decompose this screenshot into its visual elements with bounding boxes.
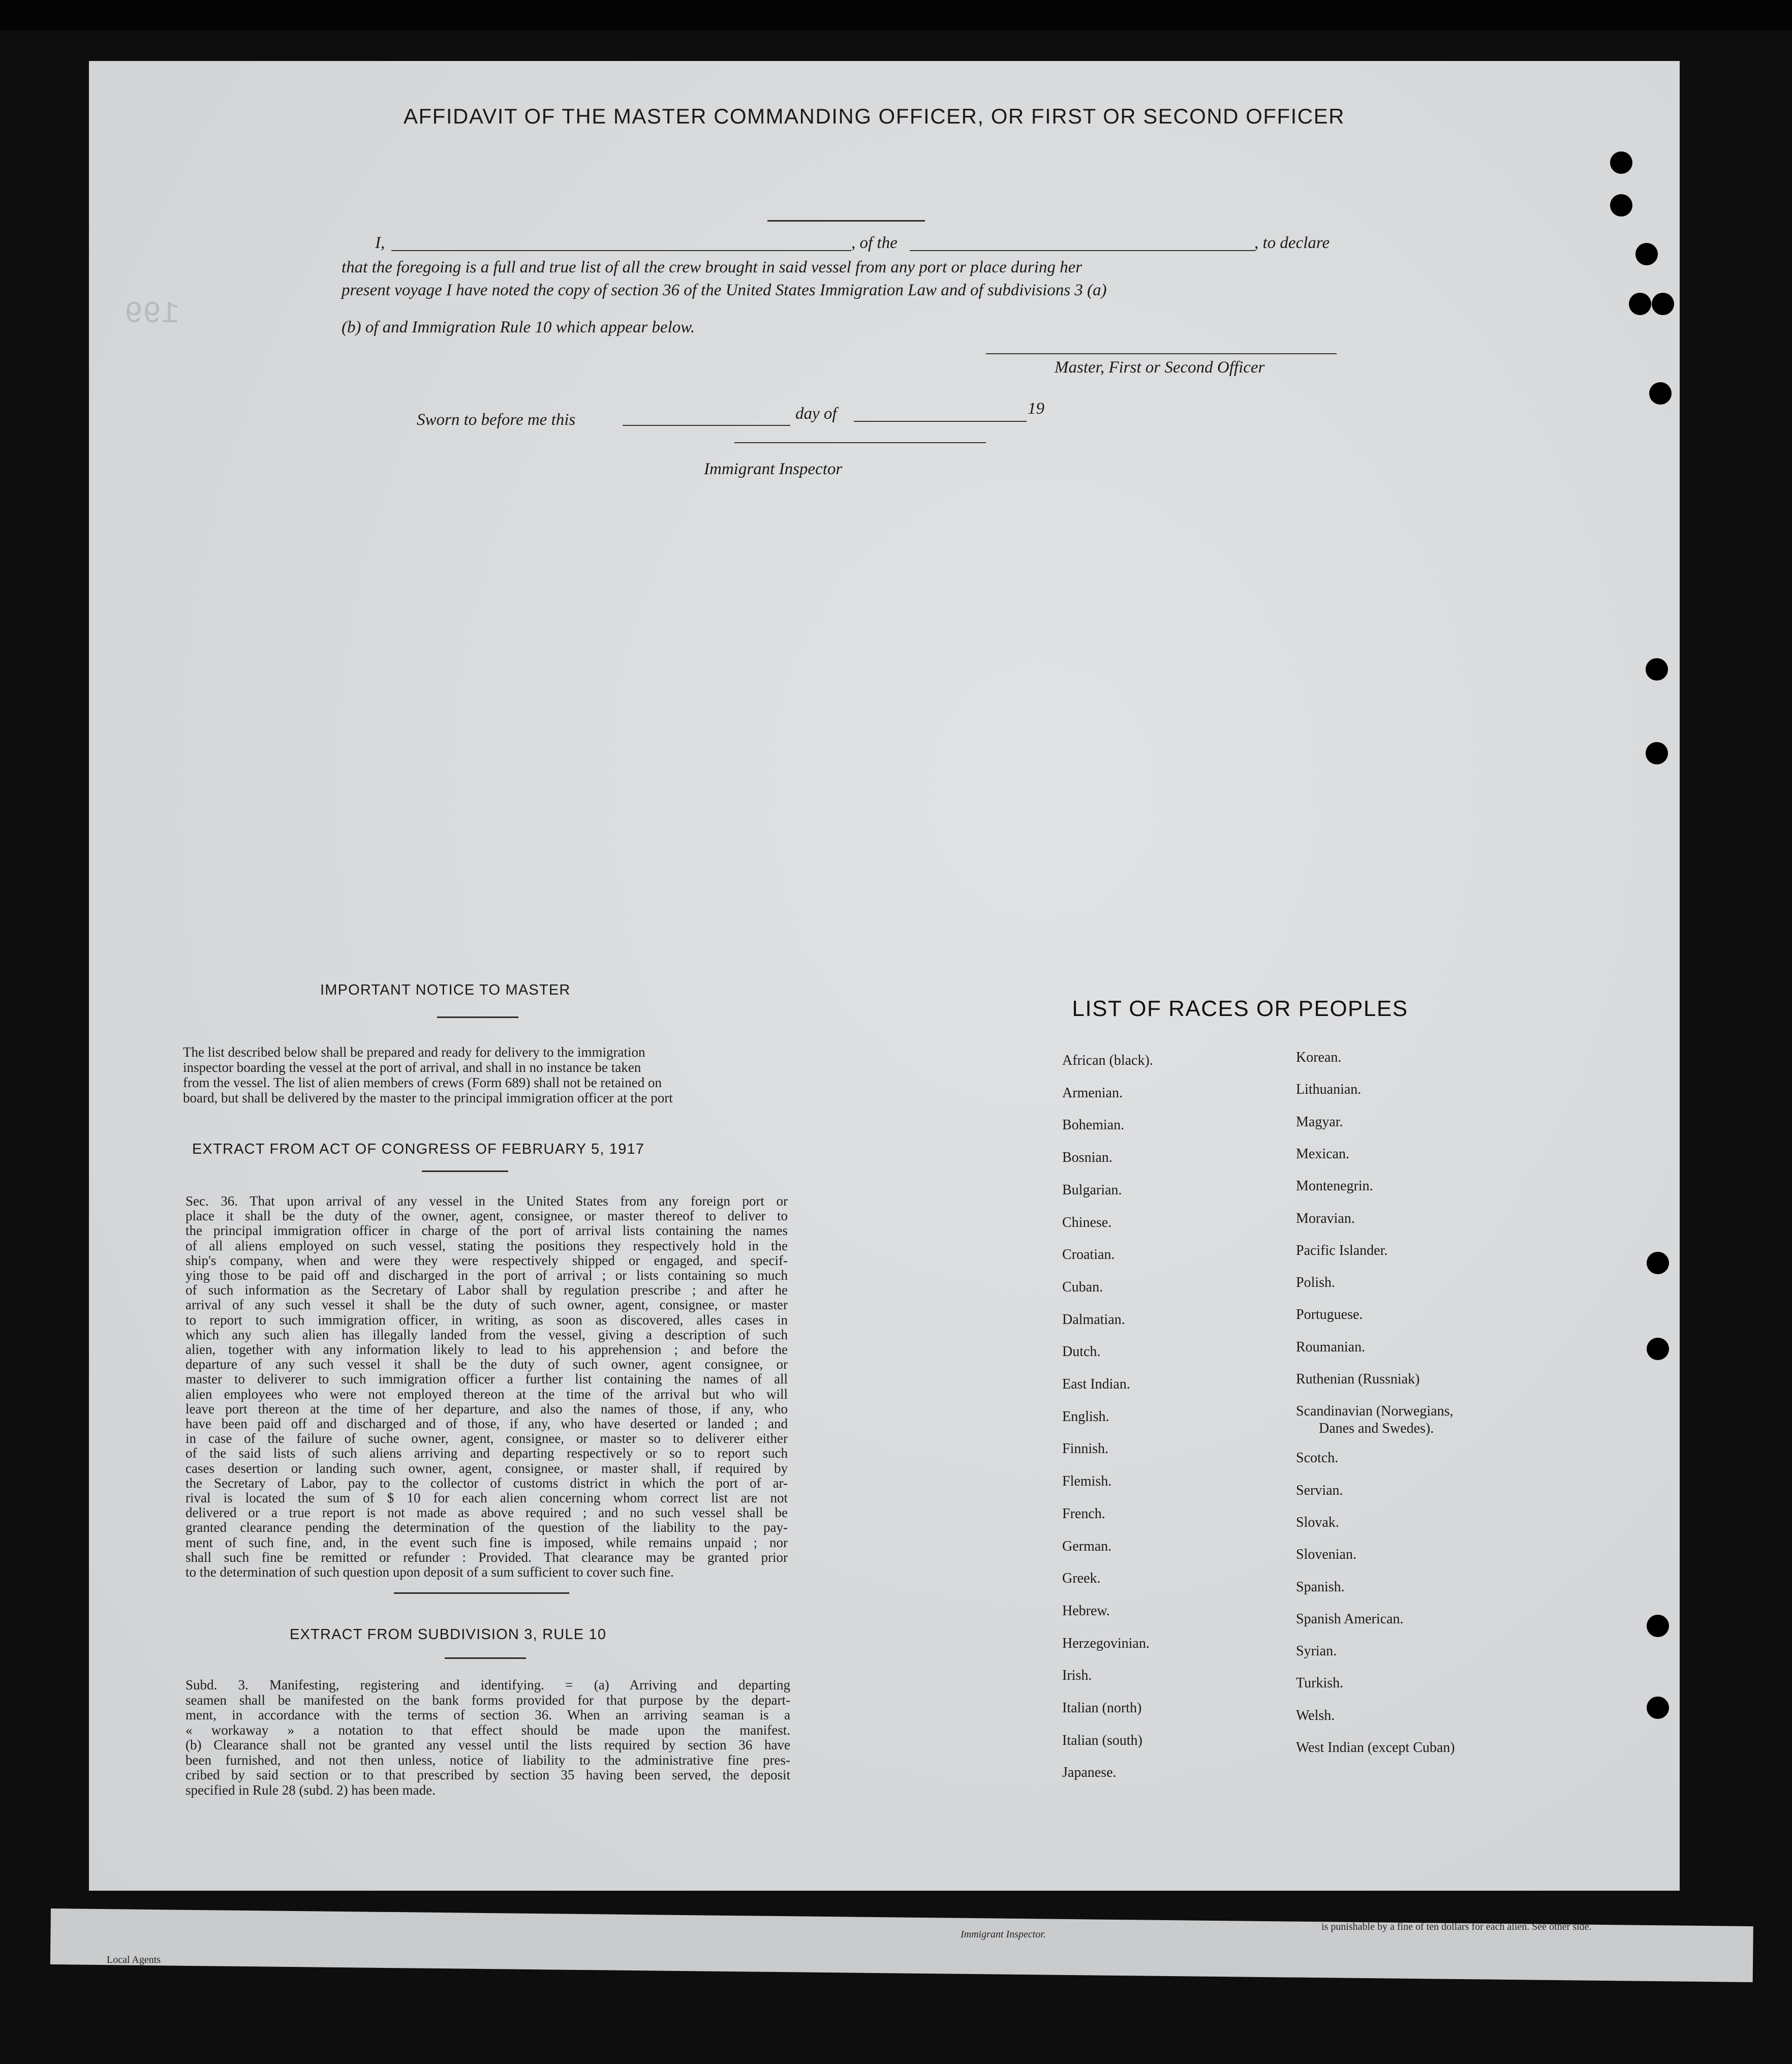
affidavit-line-3: present voyage I have noted the copy of section 36 of the United States Immigration Law and of subdivisions 3 (a) — [342, 281, 1107, 299]
punch-hole — [1635, 243, 1658, 265]
act-extract-title: EXTRACT FROM ACT OF CONGRESS OF FEBRUARY 5, 1917 — [192, 1141, 645, 1157]
act-extract-line: delivered or a true report is not made as above required ; and no such vessel shall be — [186, 1505, 788, 1521]
act-extract-line: shall such fine be remitted or refunder : Provided. That clearance may be granted prior — [186, 1549, 788, 1565]
bleed-bottom-center: Immigrant Inspector. — [961, 1929, 1046, 1940]
affidavit-line-2: that the foregoing is a full and true list of all the crew brought in said vessel from any port or place during her — [342, 258, 1083, 276]
race-item: Korean. — [1296, 1050, 1342, 1065]
act-extract-line: ying those to be paid off and discharged in the port of arrival ; or lists containing so much — [186, 1268, 788, 1283]
act-extract-line: the Secretary of Labor, pay to the collector of customs district in which the port of ar- — [186, 1475, 788, 1491]
race-item: West Indian (except Cuban) — [1296, 1740, 1455, 1755]
race-item: Dutch. — [1062, 1344, 1101, 1360]
race-item: Hebrew. — [1062, 1603, 1110, 1619]
notice-line: The list described below shall be prepared and ready for delivery to the immigration — [183, 1044, 645, 1060]
rule-extract-line: been furnished, and not then unless, notice of liability to the administrative fine pres- — [186, 1752, 790, 1768]
sworn-prefix: Sworn to before me this — [417, 411, 576, 429]
punch-hole — [1610, 151, 1632, 174]
race-item: Italian (south) — [1062, 1732, 1142, 1748]
act-extract-line: granted clearance pending the determination of the question of the liability to the pay- — [186, 1520, 788, 1535]
punch-hole — [1649, 382, 1672, 405]
punch-hole — [1647, 1338, 1669, 1360]
act-extract-line: leave port thereon at the time of her departure, and also the names of those, if any, who — [186, 1401, 788, 1416]
signature-label: Master, First or Second Officer — [1055, 358, 1265, 377]
race-item: Danes and Swedes). — [1319, 1421, 1434, 1437]
bleed-bottom-right: is punishable by a fine of ten dollars for each alien. See other side. — [1321, 1921, 1592, 1932]
act-extract-line: which any such alien has illegally landed from the vessel, giving a description of such — [186, 1327, 788, 1342]
affidavit-title: AFFIDAVIT OF THE MASTER COMMANDING OFFICER, OR FIRST OR SECOND OFFICER — [404, 104, 1345, 128]
affidavit-of-the: , of the — [851, 234, 898, 252]
race-item: French. — [1062, 1505, 1105, 1522]
race-item: African (black). — [1062, 1053, 1153, 1068]
act-extract-line: of the said lists of such aliens arriving and departing respectively or so to report such — [186, 1445, 788, 1461]
race-item: Scandinavian (Norwegians, — [1296, 1403, 1454, 1420]
punch-hole — [1629, 293, 1651, 315]
sworn-year: 19 — [1028, 399, 1044, 418]
punch-hole — [1610, 194, 1632, 217]
affidavit-i: I, — [375, 234, 385, 252]
underlying-page-strip — [50, 1908, 1753, 1982]
race-item: English. — [1062, 1408, 1109, 1425]
rule-extract-title: EXTRACT FROM SUBDIVISION 3, RULE 10 — [290, 1626, 607, 1643]
notice-title: IMPORTANT NOTICE TO MASTER — [320, 982, 571, 998]
race-item: Bosnian. — [1062, 1150, 1113, 1166]
race-item: Roumanian. — [1296, 1339, 1366, 1355]
rule-extract-line: seamen shall be manifested on the bank forms provided for that purpose by the depart- — [186, 1692, 790, 1708]
act-extract-line: of all aliens employed on such vessel, stating the positions they respectively hold in the — [186, 1238, 788, 1253]
race-item: Mexican. — [1296, 1146, 1349, 1162]
race-item: Chinese. — [1062, 1214, 1112, 1230]
signature-blank[interactable] — [986, 353, 1337, 354]
race-item: Herzegovinian. — [1062, 1635, 1150, 1651]
act-extract-line: master to deliverer to such immigration officer a further list containing the names of all — [186, 1371, 788, 1387]
race-item: Armenian. — [1062, 1085, 1123, 1101]
race-item: Welsh. — [1296, 1707, 1335, 1723]
race-item: Montenegrin. — [1296, 1178, 1373, 1194]
punch-hole — [1652, 293, 1674, 315]
race-item: Moravian. — [1296, 1210, 1355, 1226]
notice-rule — [437, 1016, 518, 1018]
race-item: Ruthenian (Russniak) — [1296, 1371, 1420, 1387]
affidavit-title-rule — [767, 220, 925, 222]
punch-hole — [1646, 742, 1668, 764]
rule-extract-line: Subd. 3. Manifesting, registering and identifying. = (a) Arriving and departing — [186, 1677, 790, 1692]
race-item: Polish. — [1296, 1275, 1336, 1291]
act-extract-rule — [422, 1170, 508, 1172]
race-item: Flemish. — [1062, 1473, 1112, 1490]
race-item: Italian (north) — [1062, 1700, 1142, 1716]
act-extract-line: departure of any such vessel it shall be the duty of such owner, agent consignee, or — [186, 1357, 788, 1372]
race-item: Spanish American. — [1296, 1611, 1404, 1627]
race-item: East Indian. — [1062, 1376, 1130, 1392]
punch-hole — [1647, 1697, 1669, 1719]
race-item: Irish. — [1062, 1668, 1092, 1684]
act-extract-line: arrival of any such vessel it shall be the duty of such owner, agent, consignee, or master — [186, 1297, 788, 1313]
race-item: Servian. — [1296, 1482, 1343, 1498]
bleed-page-number: 199 — [125, 297, 180, 332]
race-item: Japanese. — [1062, 1765, 1117, 1781]
race-item: Croatian. — [1062, 1247, 1115, 1263]
sworn-day-of: day of — [795, 405, 837, 423]
inspector-label: Immigrant Inspector — [704, 460, 843, 478]
race-item: Slovak. — [1296, 1514, 1339, 1530]
act-extract-line: in case of the failure of suche owner, agent, consignee, or master so to deliverer either — [186, 1431, 788, 1446]
notice-line: board, but shall be delivered by the master to the principal immigration officer at the port — [183, 1090, 673, 1105]
notice-line: inspector boarding the vessel at the port of arrival, and shall in no instance be taken — [183, 1060, 641, 1075]
act-extract-line: the principal immigration officer in charge of the port of arrival lists containing the names — [186, 1223, 788, 1239]
rule-extract-line: ment, in accordance with the terms of section 36. When an arriving seaman is a — [186, 1707, 790, 1722]
race-item: Turkish. — [1296, 1675, 1344, 1691]
race-item: Dalmatian. — [1062, 1311, 1125, 1328]
punch-hole — [1647, 1615, 1669, 1637]
race-item: Syrian. — [1296, 1643, 1337, 1659]
bleed-bottom-left: Local Agents — [107, 1954, 161, 1965]
race-item: German. — [1062, 1538, 1112, 1554]
race-item: Pacific Islander. — [1296, 1242, 1388, 1258]
rule-extract-line: specified in Rule 28 (subd. 2) has been made. — [186, 1782, 436, 1798]
act-extract-line: to the determination of such question upon deposit of a sum sufficient to cover such fine. — [186, 1564, 674, 1580]
race-item: Magyar. — [1296, 1114, 1343, 1130]
act-extract-line: ship's company, when and were they were respectively shipped or engaged, and specif- — [186, 1252, 788, 1268]
act-extract-line: alien, together with any information likely to lead to his apprehension ; and before the — [186, 1342, 788, 1357]
act-extract-line: place it shall be the duty of the owner, agent, consignee, or master thereof to deliver to — [186, 1208, 788, 1224]
races-title: LIST OF RACES OR PEOPLES — [1072, 996, 1408, 1021]
act-extract-line: cases desertion or landing such owner, agent, consignee, or master shall, if required by — [186, 1460, 788, 1476]
punch-hole — [1646, 658, 1668, 681]
rule-extract-line: cribed by said section or to that prescribed by section 35 having been served, the deposit — [186, 1767, 790, 1782]
notice-line: from the vessel. The list of alien members of crews (Form 689) shall not be retained on — [183, 1075, 662, 1090]
name-blank[interactable] — [391, 250, 851, 251]
race-item: Spanish. — [1296, 1579, 1345, 1595]
rule-extract-line: (b) Clearance shall not be granted any vessel until the lists required by section 36 have — [186, 1737, 790, 1752]
rule-extract-line: « workaway » a notation to that effect should be made upon the manifest. — [186, 1722, 790, 1738]
sworn-day-blank[interactable] — [623, 425, 790, 426]
act-extract-line: ment of such fine, and, in the event such fine is imposed, while remains unpaid ; nor — [186, 1534, 788, 1550]
vessel-blank[interactable] — [910, 250, 1255, 251]
race-item: Bulgarian. — [1062, 1182, 1122, 1198]
document-page — [89, 61, 1680, 1891]
act-extract-line: Sec. 36. That upon arrival of any vessel in the United States from any foreign port or — [186, 1193, 788, 1209]
rule-extract-rule — [445, 1657, 526, 1659]
affidavit-line-4: (b) of and Immigration Rule 10 which appear below. — [342, 318, 695, 336]
act-extract-line: alien employees who were not employed thereon at the time of the arrival but who will — [186, 1386, 788, 1402]
punch-hole — [1647, 1252, 1669, 1274]
act-extract-line: to report to such immigration officer, in writing, as soon as discovered, alles cases in — [186, 1312, 788, 1328]
race-item: Slovenian. — [1296, 1547, 1356, 1563]
act-extract-line: have been paid off and discharged and of those, if any, who have deserted or landed ; and — [186, 1416, 788, 1431]
race-item: Cuban. — [1062, 1279, 1103, 1295]
race-item: Scotch. — [1296, 1450, 1339, 1466]
scan-border-top — [0, 0, 1792, 30]
race-item: Bohemian. — [1062, 1117, 1125, 1133]
race-item: Portuguese. — [1296, 1307, 1363, 1323]
race-item: Finnish. — [1062, 1441, 1109, 1457]
sworn-month-blank[interactable] — [854, 421, 1027, 422]
race-item: Greek. — [1062, 1570, 1101, 1587]
inspector-blank[interactable] — [734, 442, 986, 443]
act-extract-line: of such information as the Secretary of Labor shall by regulation prescribe ; and after he — [186, 1282, 788, 1298]
rule-extract-top-rule — [394, 1592, 569, 1594]
race-item: Lithuanian. — [1296, 1082, 1362, 1098]
affidavit-to-declare: , to declare — [1254, 234, 1330, 252]
act-extract-line: rival is located the sum of $ 10 for each alien concerning whom correct list are not — [186, 1490, 788, 1505]
